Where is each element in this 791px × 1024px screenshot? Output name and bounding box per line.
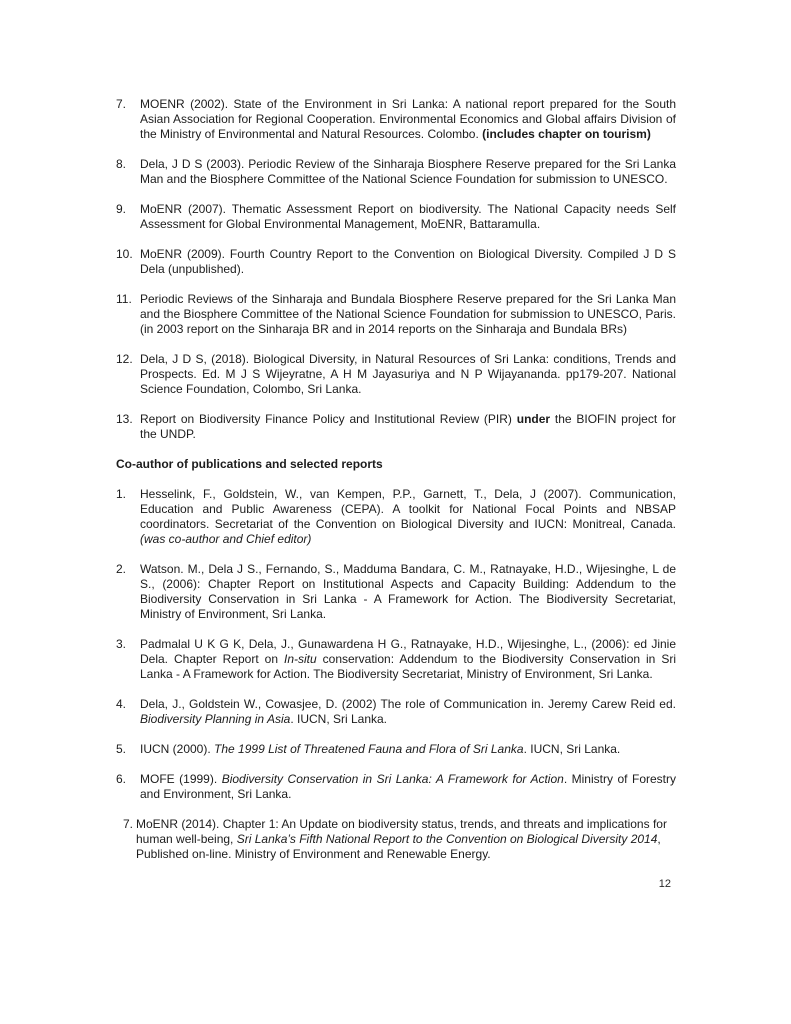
item-number: 11. bbox=[116, 292, 132, 306]
text-segment: Biodiversity Conservation in Sri Lanka: A Framework for Action bbox=[221, 772, 564, 786]
text-segment: Biodiversity Planning in Asia bbox=[140, 712, 291, 726]
text-segment: Padmalal U K G K, Dela, J., Gunawardena H G., Ratnayake, H.D., Wijesinghe, L., (2006): ed Jinie Dela. Chapter Report on bbox=[140, 637, 676, 666]
item-number: 3. bbox=[116, 637, 127, 651]
item-number: 12. bbox=[116, 352, 133, 366]
item-text bbox=[140, 772, 676, 802]
text-segment: . IUCN, Sri Lanka. bbox=[523, 742, 621, 756]
list-item bbox=[116, 637, 676, 682]
text-segment: MoENR (2009). Fourth Country Report to the Convention on Biological Diversity. Compiled J D S Dela (unpublished). bbox=[140, 247, 676, 276]
text-segment: Periodic Reviews of the Sinharaja and Bundala Biosphere Reserve prepared for the Sri Lanka Man and the Biosphere Committee of the National Science Foundation for submission to UNESCO, Paris. (in 2003 report on the Sinharaja BR and in 2014 reports on the Sinharaja and Bundala BRs) bbox=[140, 292, 676, 336]
item-text bbox=[140, 247, 676, 277]
text-segment: Report on Biodiversity Finance Policy and Institutional Review (PIR) bbox=[140, 412, 517, 426]
item-text bbox=[140, 97, 676, 142]
section-heading: Co-author of publications and selected reports bbox=[116, 457, 383, 471]
text-segment: In-situ bbox=[283, 652, 317, 666]
list-item bbox=[116, 772, 676, 802]
item-text bbox=[140, 352, 676, 397]
publications-list-reports bbox=[116, 97, 676, 442]
page-number: 12 bbox=[658, 878, 671, 890]
item-text bbox=[140, 487, 676, 547]
item-text bbox=[140, 202, 676, 232]
list-item bbox=[116, 742, 676, 757]
item-number: 6. bbox=[116, 772, 127, 786]
item-text bbox=[140, 637, 676, 682]
text-segment: conservation: Addendum to the Biodiversity Conservation in Sri Lanka - A Framework for Action. The Biodiversity Secretariat, Ministry of Environment, Sri Lanka. bbox=[140, 652, 676, 681]
text-segment: Dela, J D S (2003). Periodic Review of the Sinharaja Biosphere Reserve prepared for the Sri Lanka Man and the Biosphere Committee of the National Science Foundation for submission to UNESCO. bbox=[140, 157, 676, 186]
item-text bbox=[140, 412, 676, 442]
list-item bbox=[116, 202, 676, 232]
item-text bbox=[140, 292, 676, 337]
list-item bbox=[116, 412, 676, 442]
item-text bbox=[140, 697, 676, 727]
item-number: 10. bbox=[116, 247, 133, 261]
publications-list-coauthor bbox=[116, 487, 676, 862]
item-number: 13. bbox=[116, 412, 133, 426]
text-segment: Hesselink, F., Goldstein, W., van Kempen, P.P., Garnett, T., Dela, J (2007). Communication, Education and Public Awareness (CEPA). A toolkit for National Focal Points and NBSAP coordinators. Secretariat of the Convention on Biological Diversity and IUCN: Monitreal, Canada. bbox=[140, 487, 676, 531]
list-item bbox=[116, 97, 676, 142]
text-segment: IUCN (2000). bbox=[140, 742, 215, 756]
item-number: 2. bbox=[116, 562, 127, 576]
item-text bbox=[140, 562, 676, 622]
text-segment: . Ministry of Forestry and Environment, Sri Lanka. bbox=[140, 772, 676, 801]
list-item bbox=[116, 157, 676, 187]
list-item bbox=[116, 487, 676, 547]
text-segment: . IUCN, Sri Lanka. bbox=[290, 712, 388, 726]
list-item bbox=[116, 352, 676, 397]
item-text bbox=[136, 817, 676, 862]
item-number: 7. bbox=[116, 97, 127, 111]
item-text bbox=[140, 742, 676, 757]
text-segment: MOENR (2002). State of the Environment in Sri Lanka: A national report prepared for the South Asian Association for Regional Cooperation. Environmental Economics and Global affairs Division of the Ministry of Environmental and Natural Resources. Colombo. bbox=[140, 97, 676, 141]
text-segment: under bbox=[516, 412, 551, 426]
item-number: 8. bbox=[116, 157, 127, 171]
text-segment: Dela, J., Goldstein W., Cowasjee, D. (2002) The role of Communication in. Jeremy Carew Reid ed. bbox=[140, 697, 676, 711]
item-number: 4. bbox=[116, 697, 127, 711]
text-segment: , Published on-line. Ministry of Environment and Renewable Energy. bbox=[136, 832, 661, 861]
text-segment: Watson. M., Dela J S., Fernando, S., Madduma Bandara, C. M., Ratnayake, H.D., Wijesinghe, L de S., (2006): Chapter Report on Institutional Aspects and Capacity Building: Addendum to the Biodiversity Conservation in Sri Lanka - A Framework for Action. The Biodiversity Secretariat, Ministry of Environment, Sri Lanka. bbox=[140, 562, 676, 621]
list-item bbox=[116, 817, 676, 862]
text-segment: the BIOFIN project for the UNDP. bbox=[140, 412, 676, 441]
text-segment: MOFE (1999). bbox=[140, 772, 222, 786]
item-text bbox=[140, 157, 676, 187]
text-segment: (includes chapter on tourism) bbox=[482, 127, 651, 141]
text-segment: Dela, J D S, (2018). Biological Diversity, in Natural Resources of Sri Lanka: conditions, Trends and Prospects. Ed. M J S Wijeyratne, A H M Jayasuriya and N P Wijayananda. pp179-207. National Science Foundation, Colombo, Sri Lanka. bbox=[140, 352, 676, 396]
text-segment: (was co-author and Chief editor) bbox=[140, 532, 312, 546]
list-item bbox=[116, 247, 676, 277]
list-item bbox=[116, 562, 676, 622]
text-segment: MoENR (2007). Thematic Assessment Report on biodiversity. The National Capacity needs Self Assessment for Global Environmental Management, MoENR, Battaramulla. bbox=[140, 202, 676, 231]
item-number: 1. bbox=[116, 487, 127, 501]
item-number: 7. bbox=[123, 817, 134, 831]
text-segment: Sri Lanka’s Fifth National Report to the Convention on Biological Diversity 2014 bbox=[236, 832, 658, 846]
item-number: 9. bbox=[116, 202, 127, 216]
text-segment: MoENR (2014). Chapter 1: An Update on biodiversity status, trends, and threats and implications for human well-being, bbox=[136, 817, 667, 846]
item-number: 5. bbox=[116, 742, 127, 756]
text-segment: The 1999 List of Threatened Fauna and Flora of Sri Lanka bbox=[214, 742, 524, 756]
list-item bbox=[116, 292, 676, 337]
list-item bbox=[116, 697, 676, 727]
